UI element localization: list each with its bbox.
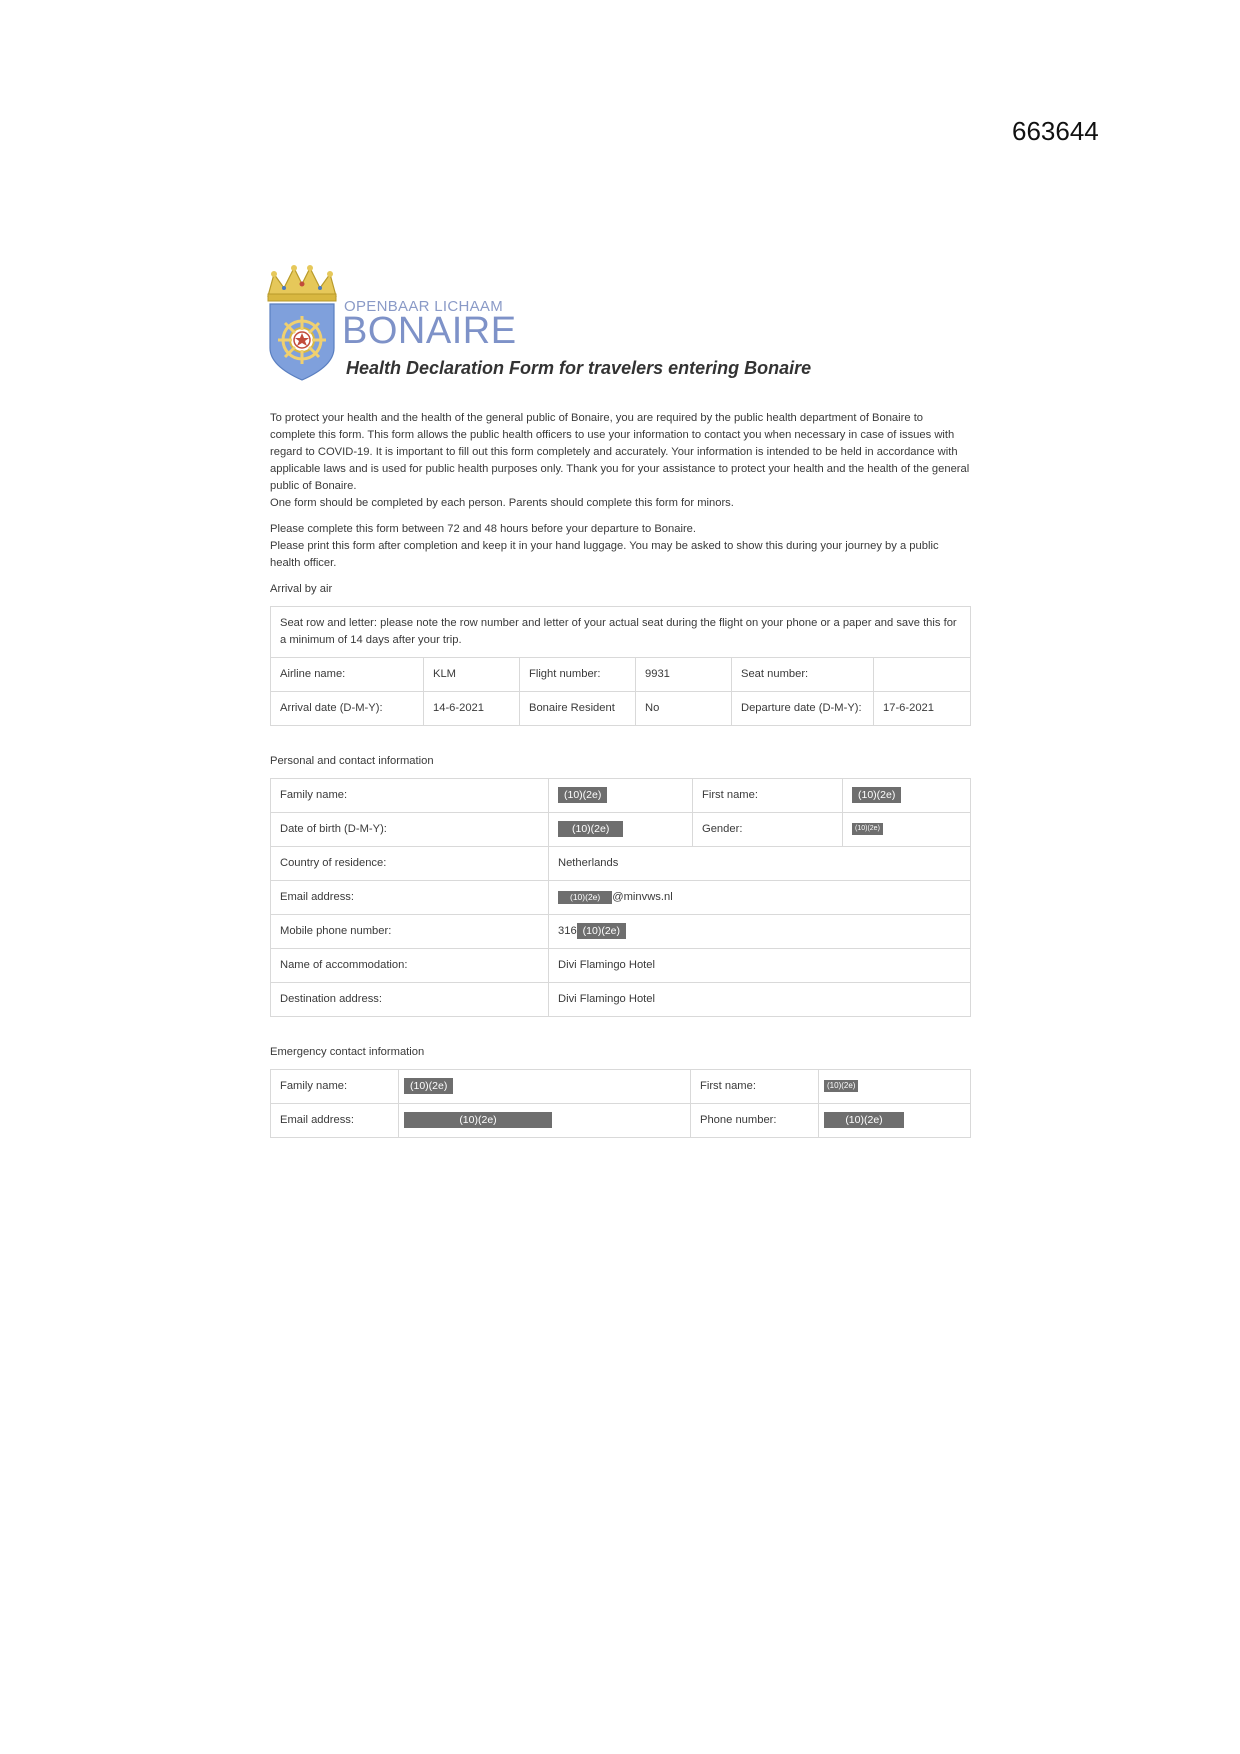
flight-number-label: Flight number: (520, 658, 636, 692)
table-row (271, 1070, 971, 1104)
accommodation-value[interactable]: Divi Flamingo Hotel (549, 949, 971, 983)
table-row (271, 983, 971, 1017)
organization-name-line1: OPENBAAR LICHAAM (344, 298, 504, 315)
table-row (271, 949, 971, 983)
section-label-personal: Personal and contact information (270, 755, 434, 767)
redaction-block: (10)(2e) (558, 787, 607, 803)
intro-timing-note: Please complete this form between 72 and 48 hours before your departure to Bonaire. (270, 523, 697, 535)
form-header (264, 262, 1004, 382)
redaction-block: (10)(2e) (824, 1080, 858, 1092)
mobile-phone-label: Mobile phone number: (271, 915, 549, 949)
seat-number-label: Seat number: (732, 658, 874, 692)
departure-date-label: Departure date (D-M-Y): (732, 692, 874, 726)
emergency-first-name-value[interactable] (819, 1070, 971, 1104)
seat-note: Seat row and letter: please note the row number and letter of your actual seat during the flight on your phone or a paper and save this for a minimum of 14 days after your trip. (271, 607, 971, 658)
arrival-date-value[interactable]: 14-6-2021 (424, 692, 520, 726)
emergency-first-name-label: First name: (691, 1070, 819, 1104)
country-of-residence-label: Country of residence: (271, 847, 549, 881)
destination-address-label: Destination address: (271, 983, 549, 1017)
date-of-birth-value[interactable] (549, 813, 693, 847)
emergency-email-label: Email address: (271, 1104, 399, 1138)
date-of-birth-label: Date of birth (D-M-Y): (271, 813, 549, 847)
table-row (271, 658, 971, 692)
redaction-block: (10)(2e) (824, 1112, 904, 1128)
airline-value[interactable]: KLM (424, 658, 520, 692)
bonaire-resident-value[interactable]: No (636, 692, 732, 726)
first-name-value[interactable] (843, 779, 971, 813)
emergency-contact-table (270, 1069, 971, 1138)
redaction-block: (10)(2e) (852, 787, 901, 803)
destination-address-value[interactable]: Divi Flamingo Hotel (549, 983, 971, 1017)
redaction-block: (10)(2e) (577, 923, 626, 939)
country-of-residence-value[interactable]: Netherlands (549, 847, 971, 881)
bonaire-resident-label: Bonaire Resident (520, 692, 636, 726)
arrival-table (270, 606, 971, 726)
personal-info-table (270, 778, 971, 1017)
table-row (271, 847, 971, 881)
table-row (271, 779, 971, 813)
table-row (271, 881, 971, 915)
redaction-block: (10)(2e) (852, 823, 883, 835)
accommodation-label: Name of accommodation: (271, 949, 549, 983)
intro-one-form-note: One form should be completed by each person. Parents should complete this form for minors. (270, 497, 734, 509)
bonaire-crest-logo (264, 262, 340, 382)
redaction-block: (10)(2e) (558, 891, 612, 904)
section-label-arrival: Arrival by air (270, 583, 333, 595)
emergency-email-value[interactable] (399, 1104, 691, 1138)
email-address-value[interactable] (549, 881, 971, 915)
flight-number-value[interactable]: 9931 (636, 658, 732, 692)
email-address-label: Email address: (271, 881, 549, 915)
section-label-emergency: Emergency contact information (270, 1046, 425, 1058)
first-name-label: First name: (693, 779, 843, 813)
organization-name-line2: BONAIRE (342, 310, 517, 352)
form-title: Health Declaration Form for travelers entering Bonaire (346, 358, 812, 378)
phone-prefix: 316 (558, 925, 577, 937)
emergency-family-name-value[interactable] (399, 1070, 691, 1104)
intro-paragraph: To protect your health and the health of the general public of Bonaire, you are required by the public health department of Bonaire to complete this form. This form allows the public health officers to use your information to contact you when necessary in case of issues with regard to COVID-19. It is important to fill out this form completely and accurately. Your information is intended to be held in accordance with applicable laws and is used for public health purposes only. Thank you for your assistance to protect your health and the health of the general public of Bonaire. (270, 412, 970, 492)
table-row (271, 813, 971, 847)
family-name-label: Family name: (271, 779, 549, 813)
intro-print-note: Please print this form after completion and keep it in your hand luggage. You may be asked to show this during your journey by a public health officer. (270, 540, 939, 569)
arrival-date-label: Arrival date (D-M-Y): (271, 692, 424, 726)
table-row (271, 607, 971, 658)
redaction-block: (10)(2e) (558, 821, 623, 837)
emergency-phone-label: Phone number: (691, 1104, 819, 1138)
family-name-value[interactable] (549, 779, 693, 813)
gender-label: Gender: (693, 813, 843, 847)
seat-number-value[interactable] (874, 658, 971, 692)
document-number: 663644 (1012, 116, 1099, 146)
emergency-family-name-label: Family name: (271, 1070, 399, 1104)
airline-label: Airline name: (271, 658, 424, 692)
email-domain: @minvws.nl (612, 891, 673, 903)
redaction-block: (10)(2e) (404, 1112, 552, 1128)
emergency-phone-value[interactable] (819, 1104, 971, 1138)
table-row (271, 1104, 971, 1138)
table-row (271, 915, 971, 949)
departure-date-value[interactable]: 17-6-2021 (874, 692, 971, 726)
table-row (271, 692, 971, 726)
redaction-block: (10)(2e) (404, 1078, 453, 1094)
form-body (270, 410, 970, 1138)
mobile-phone-value[interactable] (549, 915, 971, 949)
gender-value[interactable] (843, 813, 971, 847)
